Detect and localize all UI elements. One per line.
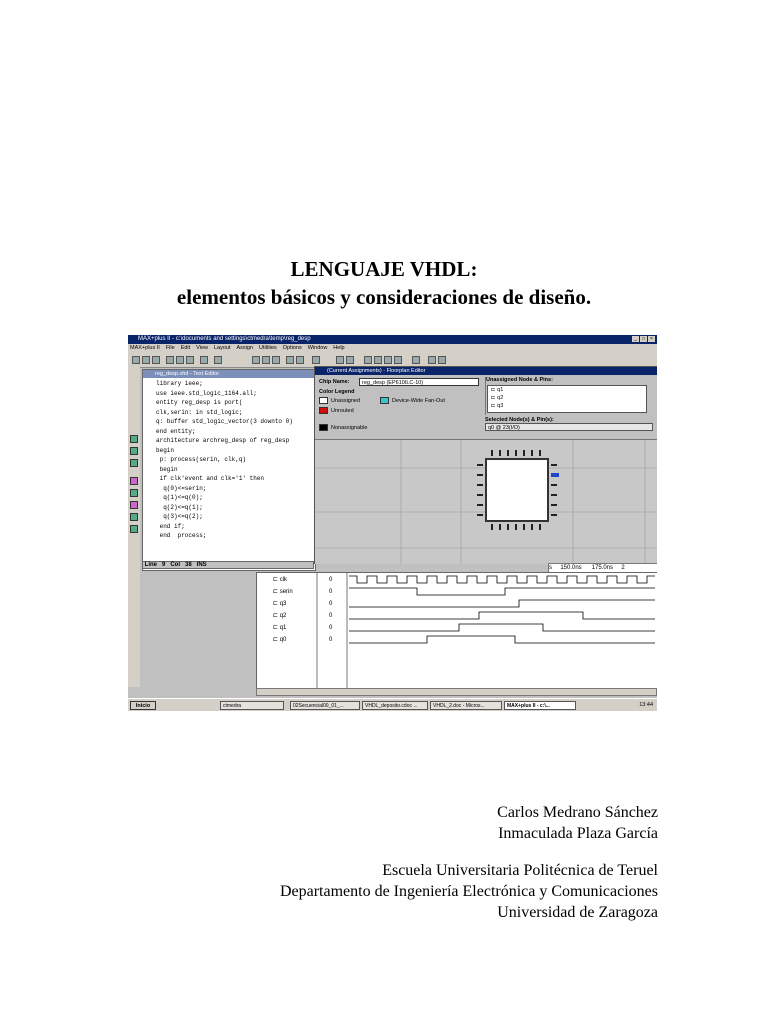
signal-row	[273, 576, 287, 584]
unassigned-title: Unassigned Node & Pins:	[486, 377, 553, 383]
affiliation-department: Departamento de Ingeniería Electrónica y Comunicaciones	[279, 883, 658, 900]
window-title: MAX+plus II - c:\documents and settings\ctmedra\temp\reg_desp	[138, 336, 311, 342]
waveform-trace	[349, 624, 655, 631]
signal-row	[273, 624, 286, 632]
help-icon	[214, 356, 222, 364]
node-label: q1	[497, 387, 504, 393]
editor-status-bar: Line 9 Col 38 INS	[142, 561, 314, 569]
floorplan-view	[315, 439, 657, 564]
code-area	[143, 378, 315, 541]
menu-maxplus: MAX+plus II	[130, 345, 160, 351]
code-line: q: buffer std_logic_vector(3 downto 0)	[156, 418, 293, 425]
affiliation-university: Universidad de Zaragoza	[497, 904, 658, 921]
tool-icon-g	[412, 356, 420, 364]
code-line: architecture archreg_desp of reg_desp	[156, 437, 290, 444]
legend-swatch-nonassignable	[319, 424, 328, 431]
chip-pins	[315, 440, 657, 564]
legend-item	[319, 424, 479, 431]
waveform-trace	[349, 600, 655, 607]
legend-item	[319, 407, 479, 414]
code-line: end process;	[156, 532, 207, 539]
waveform-plot	[257, 573, 657, 689]
tool-icon-h	[428, 356, 436, 364]
signal-name: q3	[279, 601, 287, 607]
horizontal-scrollbar	[256, 688, 657, 696]
taskbar-item: VHDL_2.doc - Micros...	[430, 701, 502, 710]
chip-name-label: Chip Name:	[319, 379, 350, 385]
legend-label: Unassigned	[331, 397, 361, 404]
paste-icon	[186, 356, 194, 364]
menu-layout: Layout	[214, 345, 231, 351]
waveform-trace	[349, 588, 655, 595]
document-subtitle: elementos básicos y consideraciones de diseño.	[176, 285, 592, 309]
signal-value: 0	[329, 577, 333, 583]
unassigned-nodes-panel	[485, 377, 656, 415]
tool-icon-a	[336, 356, 344, 364]
close-icon: ×	[648, 336, 655, 342]
tool-icon-m	[130, 513, 138, 521]
timing-icon	[296, 356, 304, 364]
signal-values	[319, 573, 347, 689]
tool-icon-k	[130, 489, 138, 497]
legend-item	[380, 397, 445, 404]
author-1: Carlos Medrano Sánchez	[497, 804, 658, 821]
time-ruler: s 150.0ns 175.0ns 2	[548, 563, 657, 574]
menu-file: File	[165, 345, 175, 351]
code-line: p: process(serin, clk,q)	[156, 456, 247, 463]
floorplan-title: (Current Assignments) - Floorplan Editor	[315, 367, 657, 375]
chip-name-select: reg_desp (EP610ILC-10)	[359, 378, 479, 386]
code-line: end if;	[156, 522, 185, 530]
legend-label: Device-Wide Fan-Out	[392, 397, 445, 404]
menu-options: Options	[282, 345, 302, 351]
menu-assign: Assign	[236, 345, 254, 351]
menu-bar	[128, 344, 657, 353]
signal-row	[273, 588, 293, 596]
text-editor-title: reg_desp.vhd - Text Editor	[143, 370, 315, 378]
affiliation-school: Escuela Universitaria Politécnica de Teruel	[382, 862, 658, 879]
compile-icon	[272, 356, 280, 364]
selected-nodes-panel	[485, 417, 655, 431]
legend-title: Color Legend	[319, 389, 355, 395]
code-line: entity reg_desp is port(	[156, 399, 243, 406]
tool-icon-i	[438, 356, 446, 364]
signal-name: q2	[279, 613, 287, 619]
code-line: q(0)<=serin;	[156, 484, 207, 492]
window-titlebar	[128, 335, 657, 344]
zoom-out-icon	[130, 447, 138, 455]
selected-title: Selected Node(s) & Pin(s):	[485, 417, 554, 423]
menu-help: Help	[333, 345, 345, 351]
tool-icon-f	[394, 356, 402, 364]
signal-row	[273, 612, 286, 620]
legend-swatch-unrouted	[319, 407, 328, 414]
code-line: if clk'event and clk='1' then	[156, 475, 265, 482]
maxplus-screenshot	[128, 335, 657, 711]
code-line: library ieee;	[156, 380, 203, 387]
signal-icon: ⊏	[273, 601, 280, 607]
hierarchy-icon	[252, 356, 260, 364]
signal-icon: ⊏	[273, 625, 280, 631]
code-line: end entity;	[156, 427, 196, 435]
signal-names	[257, 573, 317, 689]
signal-name: clk	[279, 577, 288, 583]
windows-taskbar	[128, 698, 657, 711]
signal-value: 0	[329, 589, 333, 595]
code-line: begin	[156, 465, 178, 473]
code-line: q(1)<=q(0);	[156, 494, 203, 501]
document-title: LENGUAJE VHDL:	[290, 257, 478, 281]
selected-value: q0 @ 23(I/O)	[485, 423, 653, 431]
signal-icon: ⊏	[273, 577, 280, 583]
undo-icon	[200, 356, 208, 364]
zoom-in-icon	[130, 435, 138, 443]
code-line: begin	[156, 446, 175, 454]
signal-row	[273, 636, 286, 644]
node-label: q3	[497, 403, 504, 409]
unassigned-list	[487, 385, 647, 413]
code-line: clk,serin: in std_logic;	[156, 408, 243, 416]
code-line: q(3)<=q(2);	[156, 513, 203, 520]
signal-icon: ⊏	[273, 589, 280, 595]
node-item: ⊏ q2	[491, 395, 504, 401]
signal-icon: ⊏	[273, 613, 280, 619]
menu-view: View	[196, 345, 208, 351]
left-toolbar	[128, 367, 140, 687]
fit-icon	[130, 459, 138, 467]
node-item: ⊏ q3	[491, 403, 504, 409]
signal-value: 0	[329, 601, 333, 607]
waveform-editor	[256, 572, 657, 690]
signal-icon: ⊏	[273, 637, 280, 643]
node-label: q2	[497, 395, 504, 401]
program-icon	[312, 356, 320, 364]
code-line: use ieee.std_logic_1164.all;	[156, 389, 257, 397]
legend-item	[319, 397, 360, 404]
legend-label: Unrouted	[331, 407, 354, 414]
signal-name: serin	[279, 589, 293, 595]
tool-icon-j	[130, 477, 138, 485]
color-legend	[319, 389, 479, 431]
menu-window: Window	[307, 345, 328, 351]
legend-label: Nonassignable	[331, 424, 368, 431]
tool-icon-b	[346, 356, 354, 364]
simulate-icon	[286, 356, 294, 364]
signal-row	[273, 600, 286, 608]
floorplan-icon	[262, 356, 270, 364]
signal-value: 0	[329, 625, 333, 631]
tool-icon-l	[130, 501, 138, 509]
taskbar-item-active: MAX+plus II - c:\...	[504, 701, 576, 710]
code-line: q(2)<=q(1);	[156, 503, 203, 511]
taskbar-item: ctmedra	[220, 701, 284, 710]
signal-value: 0	[329, 637, 333, 643]
signal-name: q1	[279, 625, 287, 631]
taskbar-item: 02Secuencial00_01_...	[290, 701, 360, 710]
menu-utilities: Utilities	[259, 345, 277, 351]
menu-edit: Edit	[180, 345, 191, 351]
taskbar-item: VHDL_deposito.cdoc ...	[362, 701, 428, 710]
tool-icon-e	[384, 356, 392, 364]
signal-value: 0	[329, 613, 333, 619]
waveform-trace	[349, 576, 655, 583]
floorplan-editor-window	[314, 366, 657, 564]
text-editor-window	[142, 369, 316, 571]
minimize-icon: _	[632, 336, 639, 342]
open-file-icon	[142, 356, 150, 364]
waveform-trace	[349, 636, 655, 643]
legend-swatch-fanout	[380, 397, 389, 404]
maximize-icon: □	[641, 336, 646, 342]
signal-name: q0	[279, 637, 287, 643]
new-file-icon	[132, 356, 140, 364]
save-icon	[152, 356, 160, 364]
tool-icon-d	[374, 356, 382, 364]
taskbar-clock: 13:44	[639, 702, 653, 708]
tool-icon-n	[130, 525, 138, 533]
waveform-trace	[349, 612, 655, 619]
start-button: Inicio	[130, 701, 156, 710]
author-2: Inmaculada Plaza García	[498, 825, 658, 842]
copy-icon	[176, 356, 184, 364]
node-item: ⊏ q1	[491, 387, 504, 393]
cut-icon	[166, 356, 174, 364]
legend-swatch-unassigned	[319, 397, 328, 404]
tool-icon-c	[364, 356, 372, 364]
